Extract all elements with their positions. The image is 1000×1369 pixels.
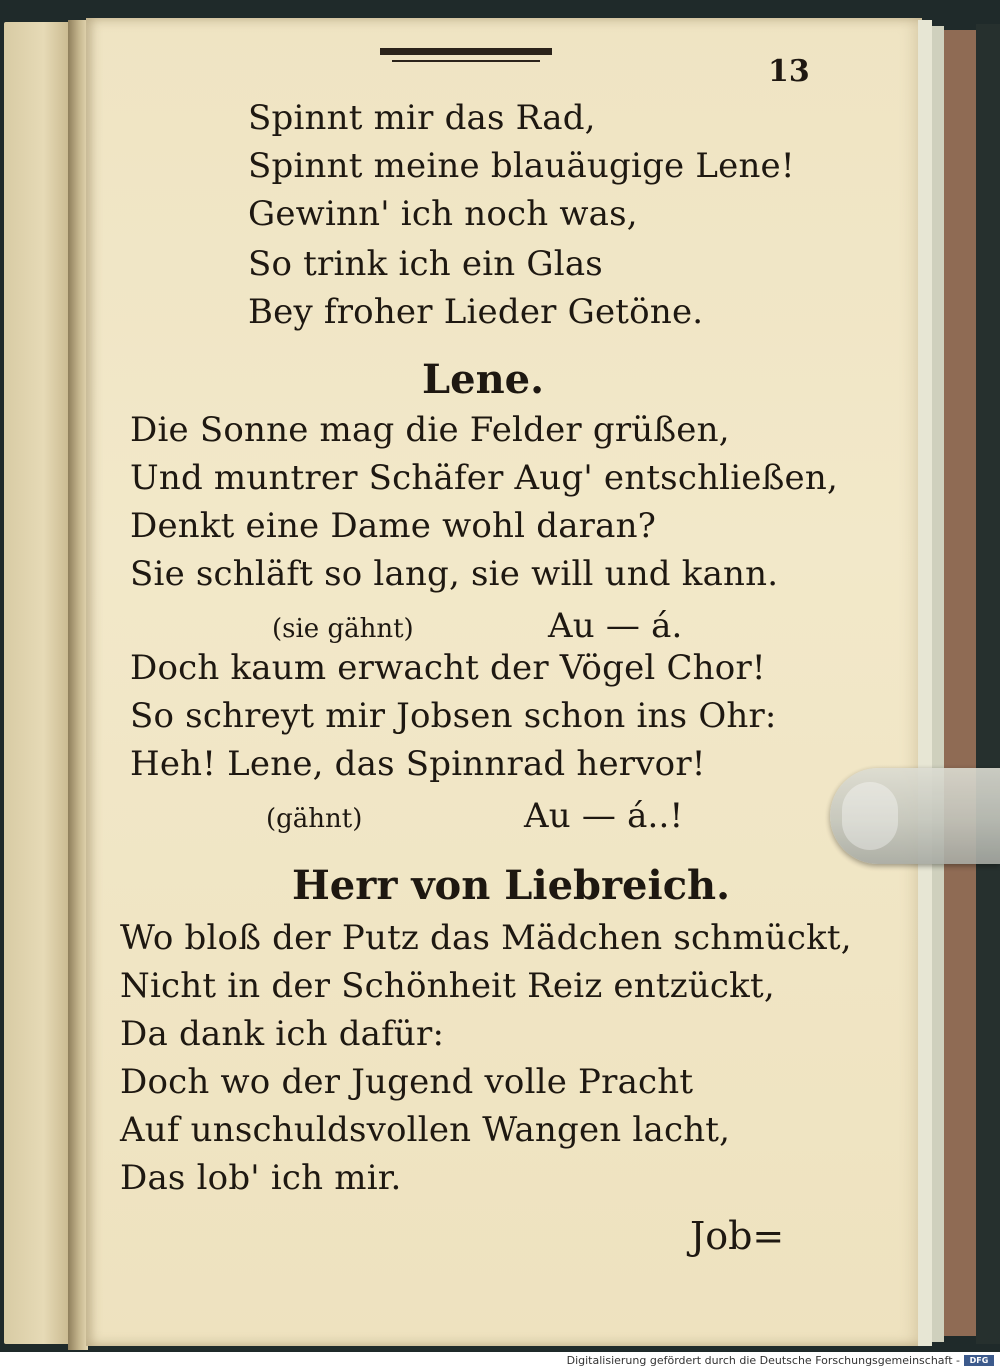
- page-edge: [932, 26, 944, 1342]
- speaker-heading: Herr von Liebreich.: [292, 862, 731, 909]
- page-number: 13: [768, 54, 810, 89]
- verse-line: Spinnt meine blauäugige Lene!: [248, 146, 795, 186]
- verse-line: Doch wo der Jugend volle Pracht: [120, 1062, 694, 1102]
- yawn-line: Au — á..!: [524, 796, 684, 836]
- page-clip-highlight: [842, 782, 898, 850]
- yawn-line: Au — á.: [548, 606, 683, 646]
- verse-line: Das lob' ich mir.: [120, 1158, 402, 1198]
- stage-direction: (sie gähnt): [272, 614, 414, 644]
- verse-line: Heh! Lene, das Spinnrad hervor!: [130, 744, 706, 784]
- verse-line: So trink ich ein Glas: [248, 244, 603, 284]
- speaker-heading: Lene.: [422, 356, 545, 403]
- verse-line: Gewinn' ich noch was,: [248, 194, 638, 234]
- verse-line: So schreyt mir Jobsen schon ins Ohr:: [130, 696, 777, 736]
- verse-line: Bey froher Lieder Getöne.: [248, 292, 704, 332]
- verse-line: Sie schläft so lang, sie will und kann.: [130, 554, 779, 594]
- verse-line: Wo bloß der Putz das Mädchen schmückt,: [120, 918, 852, 958]
- verse-line: Spinnt mir das Rad,: [248, 98, 596, 138]
- catchword: Job=: [690, 1214, 785, 1258]
- scan-background-edge: [976, 24, 1000, 1344]
- ornamental-rule: [380, 48, 552, 55]
- book-cover-edge: [944, 30, 976, 1336]
- verse-line: Die Sonne mag die Felder grüßen,: [130, 410, 730, 450]
- funding-credit: Digitalisierung gefördert durch die Deutsche Forschungsgemeinschaft -: [566, 1354, 960, 1367]
- page-edge: [918, 20, 932, 1346]
- verse-line: Denkt eine Dame wohl daran?: [130, 506, 657, 546]
- book-gutter: [68, 20, 88, 1350]
- verse-line: Nicht in der Schönheit Reiz entzückt,: [120, 966, 775, 1006]
- facing-page-edge: [4, 22, 70, 1344]
- dfg-logo: DFG: [964, 1355, 994, 1366]
- verse-line: Und muntrer Schäfer Aug' entschließen,: [130, 458, 838, 498]
- verse-line: Doch kaum erwacht der Vögel Chor!: [130, 648, 766, 688]
- verse-line: Auf unschuldsvollen Wangen lacht,: [120, 1110, 731, 1150]
- verse-line: Da dank ich dafür:: [120, 1014, 445, 1054]
- stage-direction: (gähnt): [266, 804, 363, 834]
- ornamental-rule-thin: [392, 60, 540, 62]
